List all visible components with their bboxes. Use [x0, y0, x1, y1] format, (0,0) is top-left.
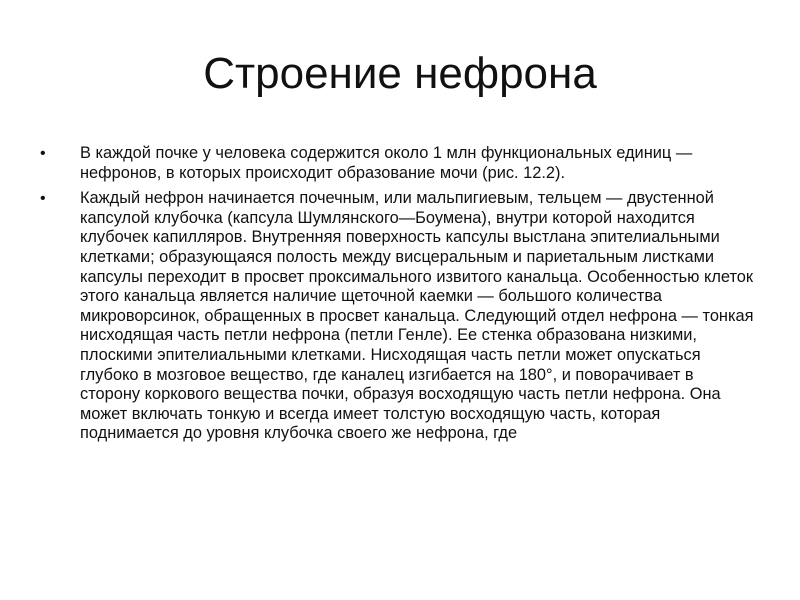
bullet-item	[40, 144, 755, 183]
slide-title: Строение нефрона	[203, 49, 597, 98]
bullet-text: Каждый нефрон начинается почечным, или мальпигиевым, тельцем — двустенной капсулой клубочка (капсула Шумлянского—Боумена), внутри которой находится клубочек капилляров. Внутренняя поверхность капсулы выстлана эпителиальными клетками; образующаяся полость между висцеральным и париетальным листками капсулы переходит в просвет проксимального извитого канальца. Особенностью клеток этого канальца является наличие щеточной каемки — большого количества микроворсинок, обращенных в просвет канальца. Следующий отдел нефрона — тонкая нисходящая часть петли нефрона (петли Генле). Ее стенка образована низкими, плоскими эпителиальными клетками. Нисходящая часть петли может опускаться глубоко в мозговое вещество, где каналец изгибается на 180°, и поворачивает в сторону коркового вещества почки, образуя восходящую часть петли нефрона. Она может включать тонкую и всегда имеет толстую восходящую часть, которая поднимается до уровня клубочка своего же нефрона, где	[80, 189, 754, 443]
bullet-item	[40, 189, 755, 444]
bullet-text: В каждой почке у человека содержится около 1 млн функциональных единиц — нефронов, в которых происходит образование мочи (рис. 12.2).	[80, 144, 693, 182]
bullet-list	[40, 144, 755, 450]
bullet-icon: •	[40, 190, 46, 208]
bullet-icon: •	[40, 145, 46, 162]
